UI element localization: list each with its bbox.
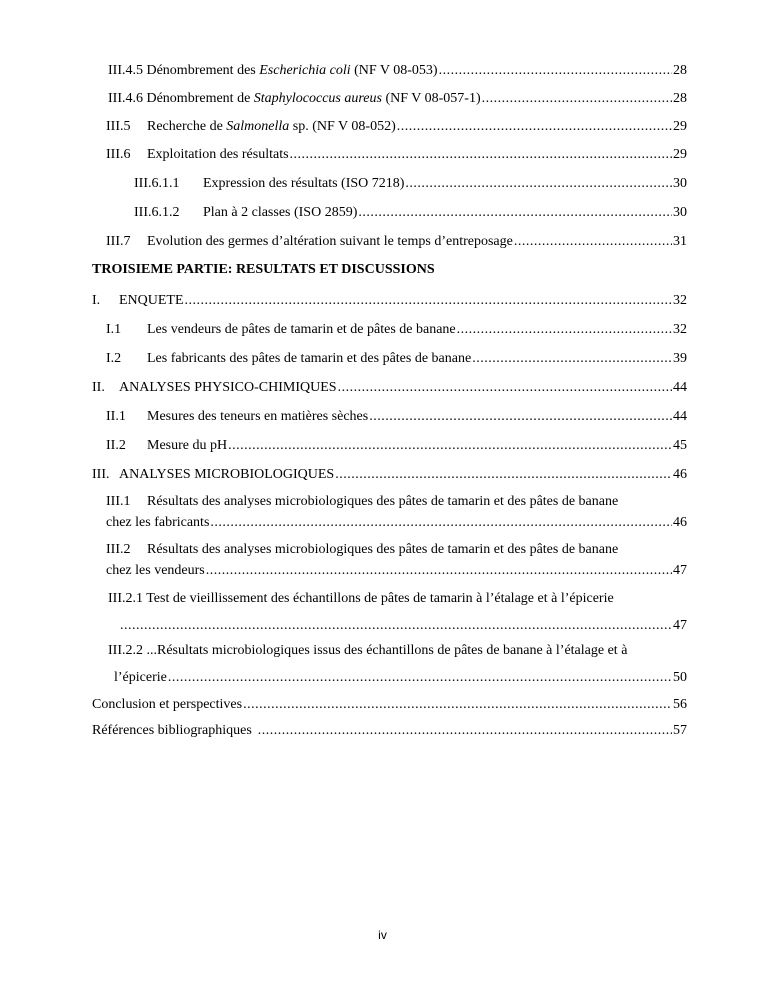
toc-page-number: 32 (673, 322, 687, 337)
page-footer-number: iv (378, 928, 387, 942)
dot-leader (335, 466, 672, 484)
toc-entry-III-7[interactable] (106, 231, 687, 251)
toc-entry-number: I. (92, 293, 101, 308)
toc-entry-III-2-1-line2[interactable] (120, 615, 687, 635)
toc-entry-title: Conclusion et perspectives (92, 697, 243, 712)
toc-entry-title: Résultats des analyses microbiologiques des pâtes de tamarin et des pâtes de banane (147, 542, 619, 557)
toc-entry-I-1[interactable] (106, 319, 687, 339)
toc-entry-title-continued: chez les fabricants (106, 515, 210, 530)
toc-entry-title: ANALYSES MICROBIOLOGIQUES (119, 467, 335, 482)
toc-entry-III-4-5[interactable] (108, 60, 687, 80)
toc-entry-III-2-line2[interactable] (106, 560, 687, 580)
toc-entry-III-4-6[interactable] (108, 88, 687, 108)
toc-entry-number: III.6 (106, 147, 131, 162)
dot-leader (358, 204, 672, 222)
toc-page-number: 29 (673, 119, 687, 134)
toc-page-number: 47 (673, 618, 687, 633)
toc-page-number: 31 (673, 234, 687, 249)
toc-page-number: 56 (673, 697, 687, 712)
dot-leader (472, 350, 672, 368)
toc-entry-number: II.1 (106, 409, 126, 424)
toc-page-number: 45 (673, 438, 687, 453)
toc-entry-title: Evolution des germes d’altération suivant le temps d’entreposage (147, 234, 513, 249)
toc-page-number: 44 (673, 380, 687, 395)
toc-entry-number: III.2 (106, 542, 131, 557)
dot-leader (290, 146, 672, 164)
toc-entry-title: ANALYSES PHYSICO-CHIMIQUES (119, 380, 337, 395)
dot-leader (120, 617, 672, 635)
dot-leader (206, 562, 672, 580)
toc-page-number: 50 (673, 670, 687, 685)
toc-page-number: 32 (673, 293, 687, 308)
toc-entry-number: II.2 (106, 438, 126, 453)
dot-leader (369, 408, 672, 426)
toc-entry-number: I.1 (106, 322, 122, 337)
toc-entry-II-2[interactable] (106, 435, 687, 455)
toc-entry-III-1-line1[interactable] (106, 493, 618, 511)
dot-leader (168, 669, 672, 687)
toc-entry-I[interactable] (92, 290, 687, 310)
dot-leader (243, 696, 672, 714)
toc-entry-III-6[interactable] (106, 144, 687, 164)
toc-page-number: 30 (673, 205, 687, 220)
dot-leader (228, 437, 672, 455)
part-heading: TROISIEME PARTIE: RESULTATS ET DISCUSSIONS (92, 262, 435, 277)
toc-entry-title: III.4.5 Dénombrement des Escherichia coli (NF V 08-053) (108, 63, 438, 78)
toc-entry-title: ENQUETE (119, 293, 184, 308)
toc-entry-number: II. (92, 380, 105, 395)
toc-entry-title: Plan à 2 classes (ISO 2859) (203, 205, 358, 220)
toc-entry-II-1[interactable] (106, 406, 687, 426)
toc-entry-III-5[interactable] (106, 116, 687, 136)
toc-page-number: 39 (673, 351, 687, 366)
toc-entry-III-2-2-line2[interactable] (114, 667, 687, 687)
toc-entry-title: Exploitation des résultats (147, 147, 289, 162)
toc-entry-III-6-1-2[interactable] (134, 202, 687, 222)
toc-page-number: 30 (673, 176, 687, 191)
toc-entry-III-1-line2[interactable] (106, 512, 687, 532)
toc-entry-III-2-line1[interactable] (106, 541, 618, 559)
toc-entry-III-2-2-line1[interactable] (108, 642, 627, 660)
toc-entry-number: III.1 (106, 494, 131, 509)
toc-page-number: 46 (673, 515, 687, 530)
dot-leader (338, 379, 672, 397)
dot-leader (482, 90, 672, 108)
toc-page-number: 57 (673, 723, 687, 738)
toc-page-number: 29 (673, 147, 687, 162)
toc-page-number: 46 (673, 467, 687, 482)
toc-entry-II[interactable] (92, 377, 687, 397)
dot-leader (457, 321, 672, 339)
toc-entry-number: III. (92, 467, 110, 482)
toc-entry-title: Résultats des analyses microbiologiques des pâtes de tamarin et des pâtes de banane (147, 494, 619, 509)
dot-leader (397, 118, 672, 136)
toc-page-number: 28 (673, 63, 687, 78)
toc-page-number: 28 (673, 91, 687, 106)
toc-entry-III-2-1-line1[interactable] (108, 590, 614, 608)
dot-leader (405, 175, 672, 193)
toc-entry-title: Les fabricants des pâtes de tamarin et des pâtes de banane (147, 351, 472, 366)
dot-leader (439, 62, 672, 80)
toc-entry-title: Recherche de Salmonella sp. (NF V 08-052) (147, 119, 396, 134)
toc-entry-conclusion[interactable] (92, 694, 687, 714)
toc-entry-I-2[interactable] (106, 348, 687, 368)
toc-entry-number: III.5 (106, 119, 131, 134)
toc-entry-title: Mesures des teneurs en matières sèches (147, 409, 369, 424)
toc-entry-title-continued: chez les vendeurs (106, 563, 205, 578)
toc-entry-number: III.7 (106, 234, 131, 249)
dot-leader (514, 233, 672, 251)
dot-leader (185, 292, 672, 310)
dot-leader (258, 722, 672, 740)
toc-entry-title: III.2.1 Test de vieillissement des échantillons de pâtes de tamarin à l’étalage et à l’épicerie (108, 591, 614, 606)
toc-entry-title: III.4.6 Dénombrement de Staphylococcus aureus (NF V 08-057-1) (108, 91, 481, 106)
toc-entry-title: III.2.2 ...Résultats microbiologiques issus des échantillons de pâtes de banane à l’étalage et à (108, 643, 628, 658)
toc-entry-number: I.2 (106, 351, 122, 366)
toc-entry-references[interactable] (92, 720, 687, 740)
toc-entry-number: III.6.1.2 (134, 205, 180, 220)
toc-entry-title: Les vendeurs de pâtes de tamarin et de pâtes de banane (147, 322, 456, 337)
toc-entry-III[interactable] (92, 464, 687, 484)
toc-page-number: 47 (673, 563, 687, 578)
dot-leader (210, 514, 672, 532)
toc-entry-title: Mesure du pH (147, 438, 228, 453)
toc-page-number: 44 (673, 409, 687, 424)
toc-entry-title: Références bibliographiques (92, 723, 252, 738)
toc-entry-title-continued: l’épicerie (114, 670, 167, 685)
toc-entry-number: III.6.1.1 (134, 176, 180, 191)
toc-entry-title: Expression des résultats (ISO 7218) (203, 176, 405, 191)
toc-entry-III-6-1-1[interactable] (134, 173, 687, 193)
